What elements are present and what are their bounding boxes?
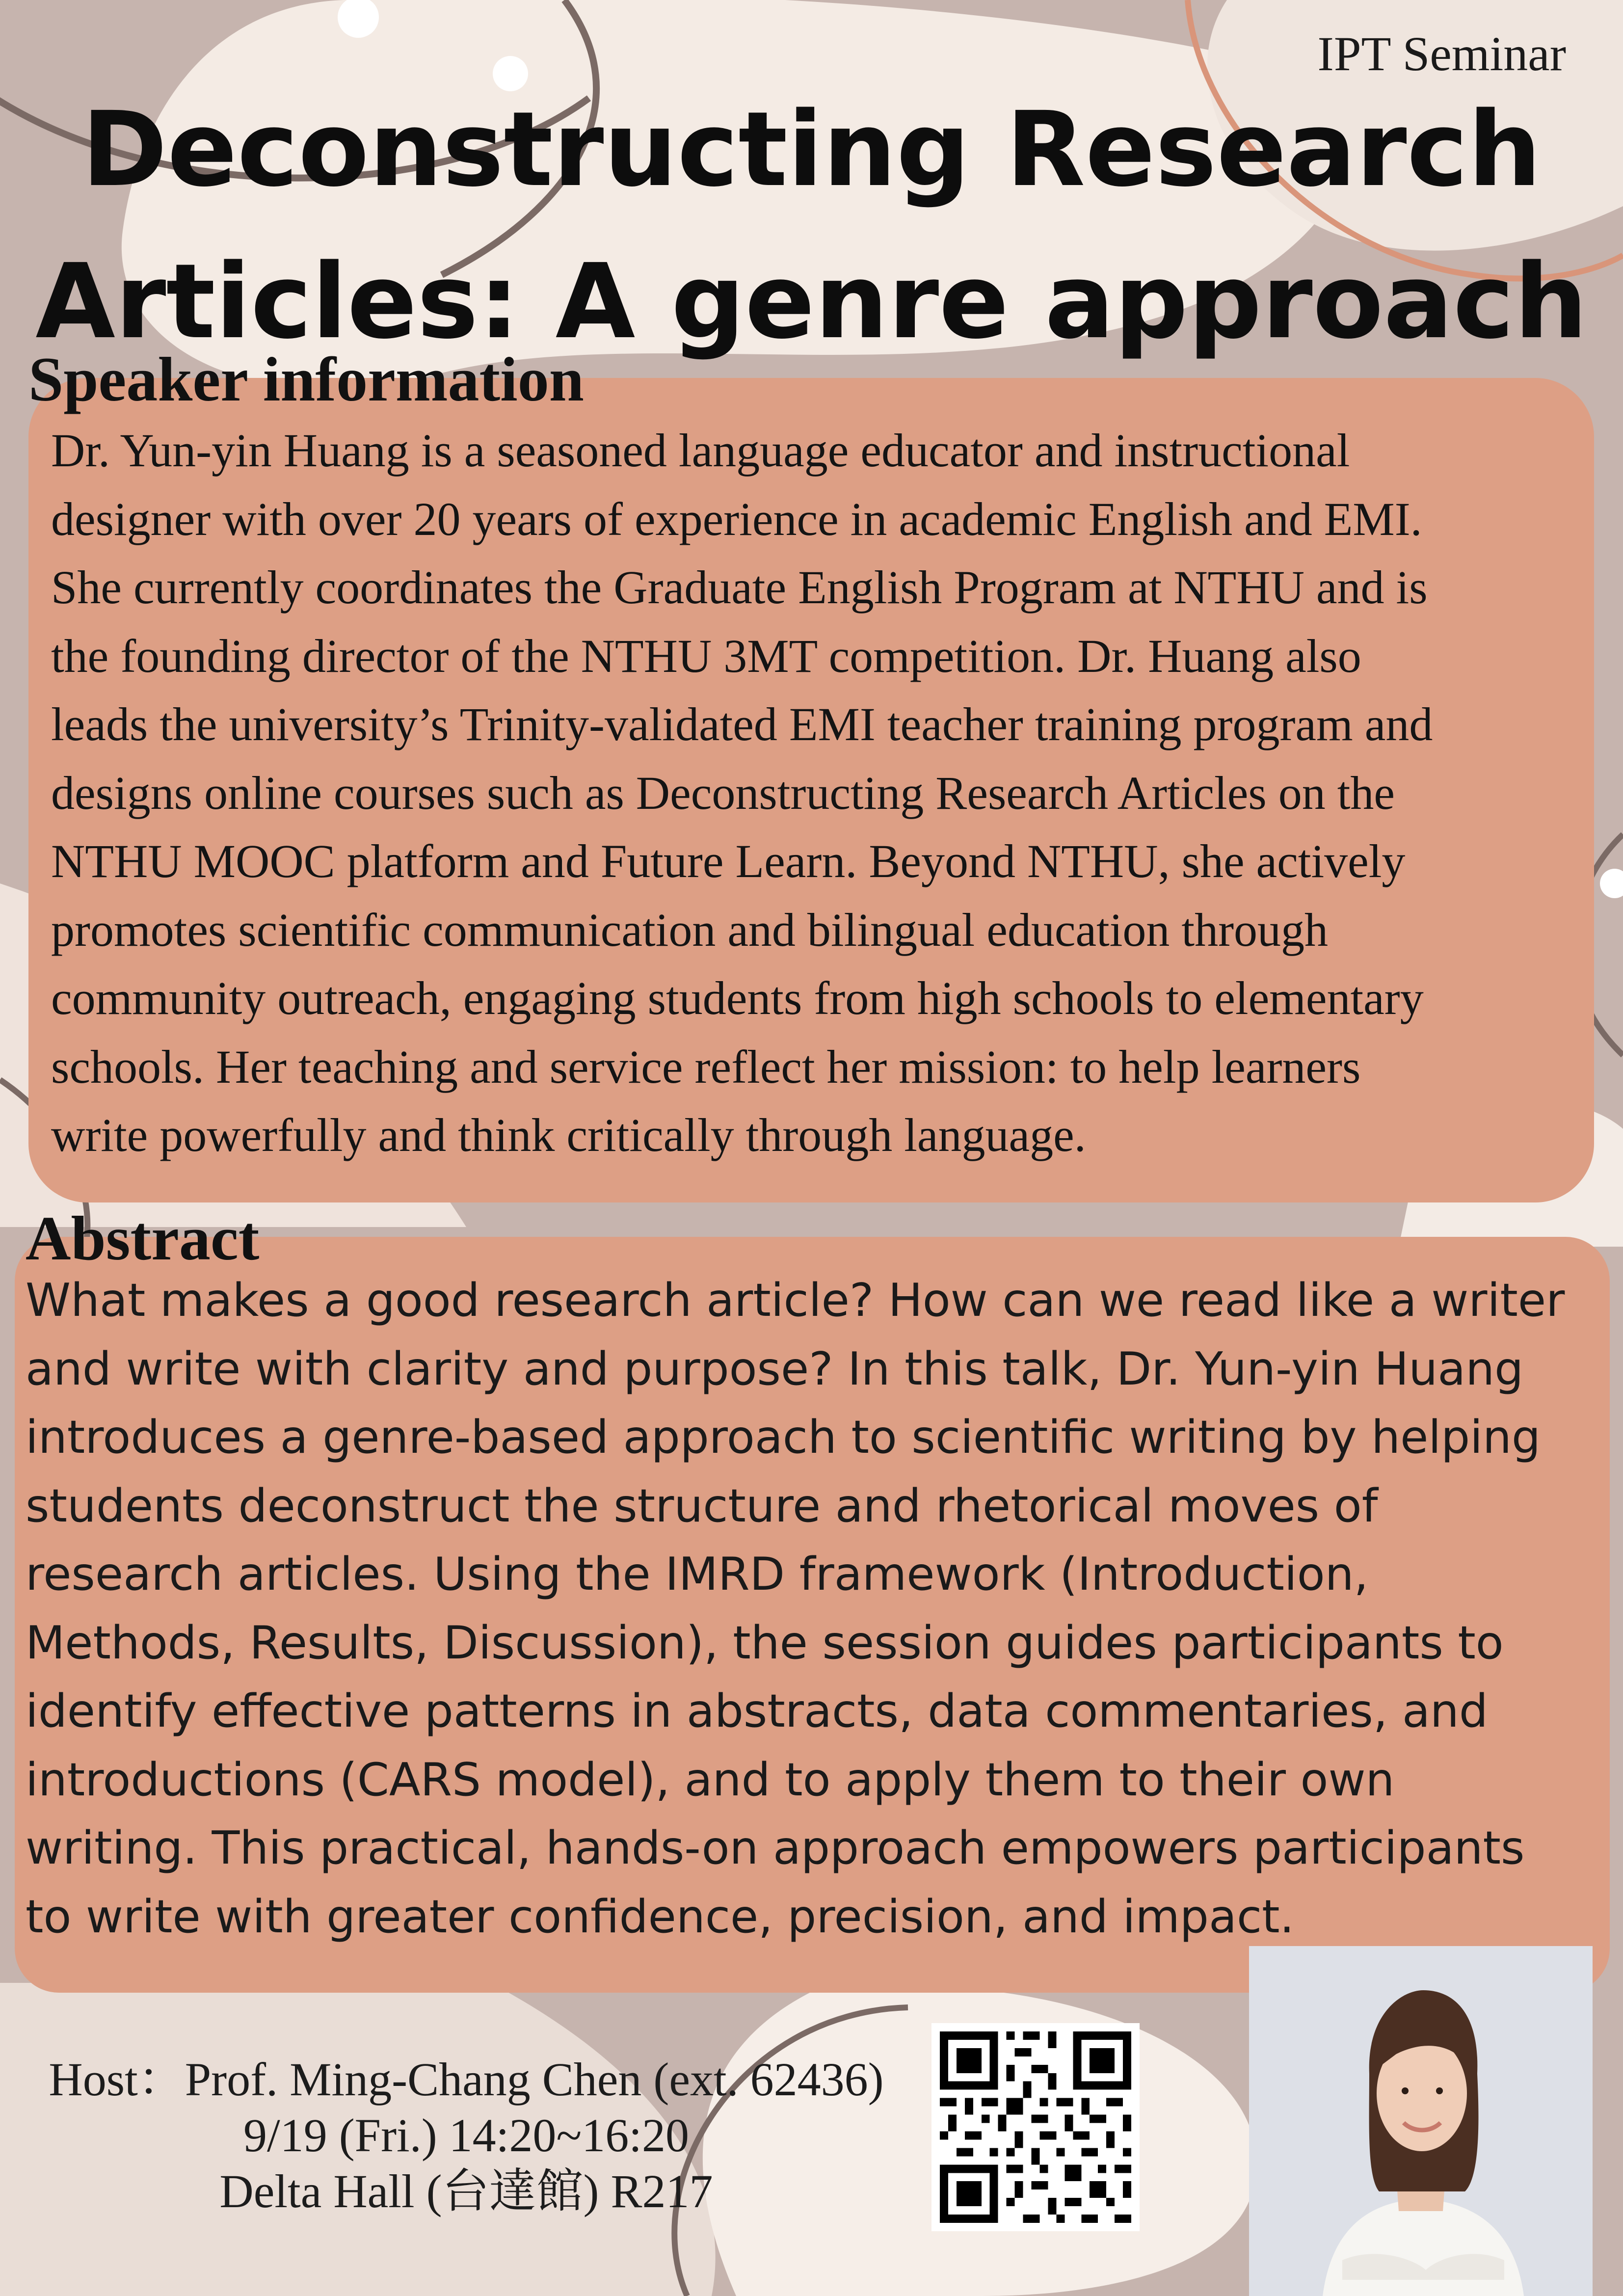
seminar-series-label: IPT Seminar xyxy=(1317,27,1566,81)
bio-line: promotes scientific communication and bilingual education through xyxy=(51,903,1329,956)
bio-line: She currently coordinates the Graduate English Program at NTHU and is xyxy=(51,561,1428,614)
bio-line: the founding director of the NTHU 3MT competition. Dr. Huang also xyxy=(51,629,1361,682)
abstract-line: to write with greater confidence, precision, and impact. xyxy=(26,1890,1295,1943)
speaker-heading: Speaker information xyxy=(28,345,584,414)
abstract-line: writing. This practical, hands-on approach empowers participants xyxy=(26,1821,1525,1874)
abstract-line: identify effective patterns in abstracts, data commentaries, and xyxy=(26,1684,1488,1737)
venue-line: Delta Hall (台達館) R217 xyxy=(219,2165,713,2217)
abstract-line: introduces a genre-based approach to scientific writing by helping xyxy=(26,1411,1541,1464)
abstract-line: Methods, Results, Discussion), the session guides participants to xyxy=(26,1616,1504,1669)
bio-line: leads the university’s Trinity-validated EMI teacher training program and xyxy=(51,698,1433,750)
datetime-line: 9/19 (Fri.) 14:20~16:20 xyxy=(243,2109,689,2162)
event-info xyxy=(44,2052,888,2219)
abstract-line: students deconstruct the structure and rhetorical moves of xyxy=(26,1479,1378,1532)
qr-code-icon[interactable] xyxy=(931,2023,1140,2231)
abstract-line: introductions (CARS model), and to apply them to their own xyxy=(26,1753,1395,1806)
abstract-heading: Abstract xyxy=(26,1203,260,1273)
bio-line: Dr. Yun-yin Huang is a seasoned language educator and instructional xyxy=(51,424,1350,477)
title-line: Deconstructing Research xyxy=(81,89,1542,210)
poster-title xyxy=(0,74,1623,378)
speaker-photo xyxy=(1249,1946,1593,2296)
title-line: Articles: A genre approach xyxy=(35,241,1588,362)
speaker-bio xyxy=(51,416,1607,1170)
host-line: Host：Prof. Ming-Chang Chen (ext. 62436) xyxy=(49,2053,884,2106)
bio-line: designs online courses such as Deconstructing Research Articles on the xyxy=(51,766,1395,819)
bio-line: schools. Her teaching and service reflect her mission: to help learners xyxy=(51,1040,1361,1093)
abstract-body xyxy=(26,1266,1616,1951)
abstract-line: and write with clarity and purpose? In this talk, Dr. Yun-yin Huang xyxy=(26,1342,1524,1395)
abstract-line: research articles. Using the IMRD framework (Introduction, xyxy=(26,1548,1369,1601)
abstract-line: What makes a good research article? How can we read like a writer xyxy=(26,1274,1565,1327)
bio-line: designer with over 20 years of experience in academic English and EMI. xyxy=(51,492,1422,545)
bio-line: community outreach, engaging students from high schools to elementary xyxy=(51,972,1424,1024)
bio-line: NTHU MOOC platform and Future Learn. Beyond NTHU, she actively xyxy=(51,835,1406,887)
bio-line: write powerfully and think critically through language. xyxy=(51,1109,1086,1161)
